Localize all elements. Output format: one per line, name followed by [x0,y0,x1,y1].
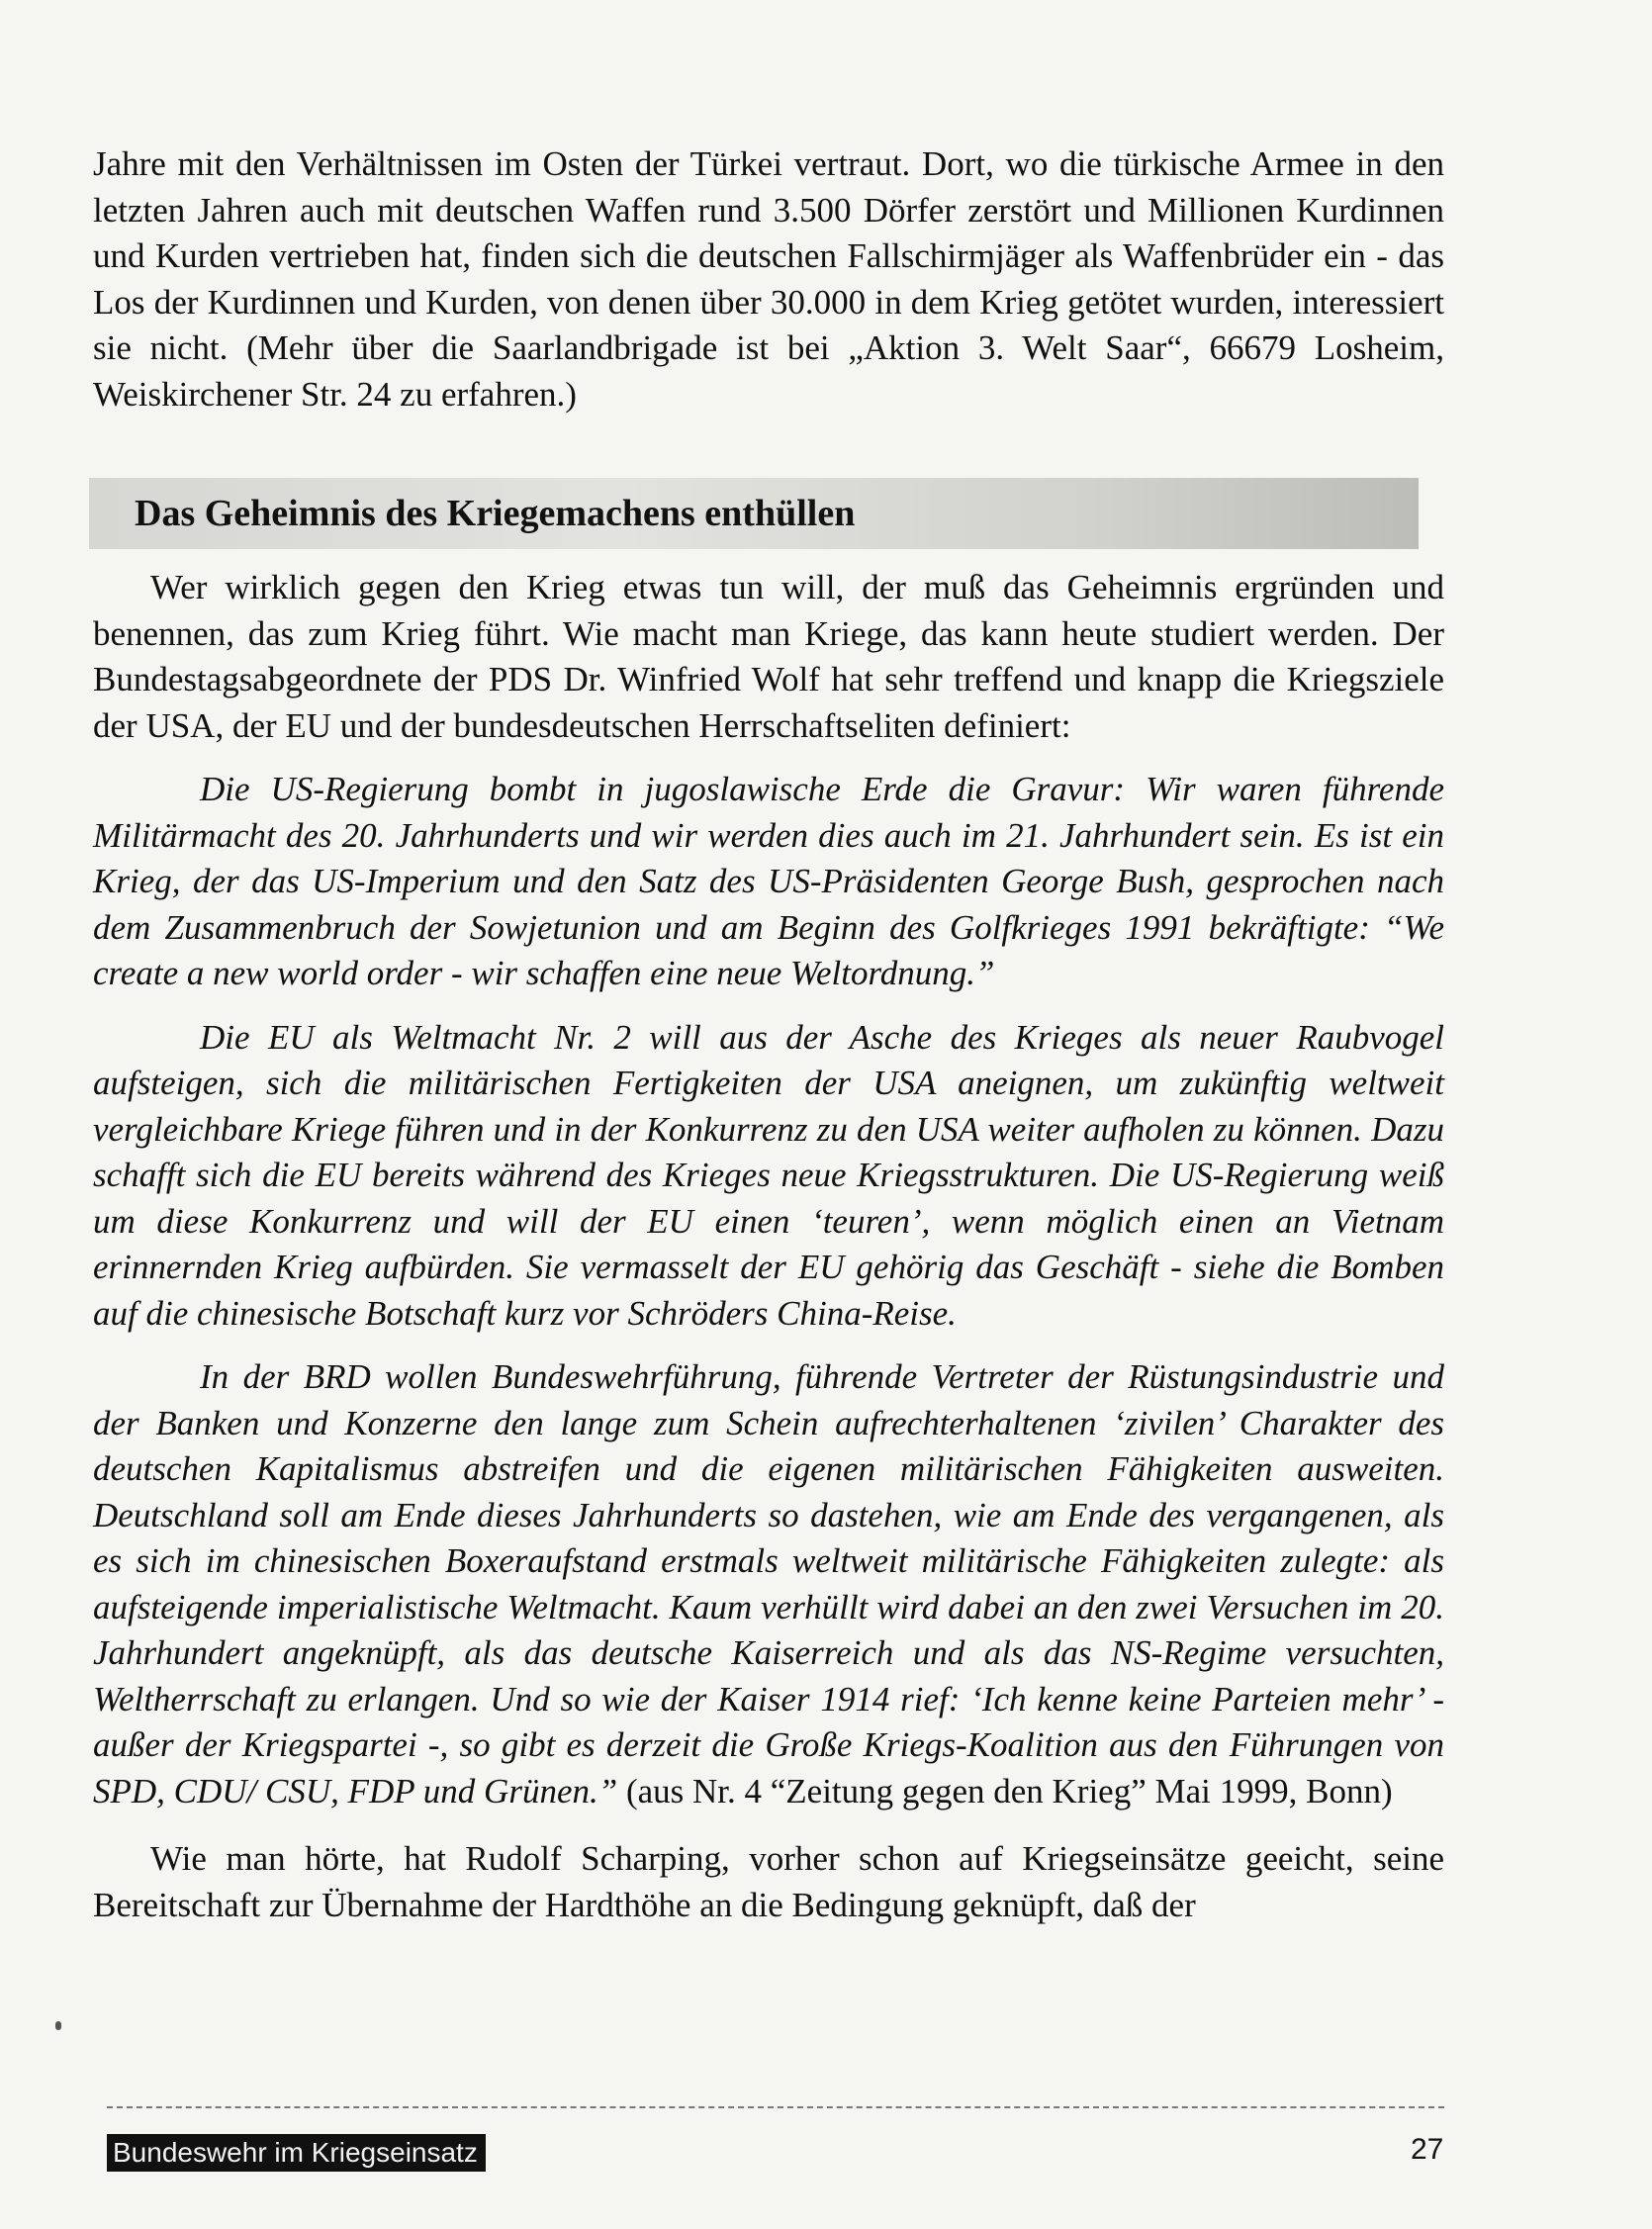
quote-paragraph-3 [93,1354,1444,1814]
quote-paragraph-1: Die US-Regierung bombt in jugoslawische Erde die Gravur: Wir waren führende Militärmacht des 20. Jahrhunderts und wir werden dies auch im 21. Jahrhundert sein. Es ist ein Krieg, der das US-Imperium und den Satz des US-Präsidenten George Bush, gesprochen nach dem Zusammenbruch der Sowjetunion und am Beginn des Golfkrieges 1991 bekräftigte: “We create a new world order - wir schaffen eine neue Weltordnung.” [93,770,1444,992]
intro-paragraph: Jahre mit den Verhältnissen im Osten der Türkei vertraut. Dort, wo die türkische Armee in den letzten Jahren auch mit deutschen Waffen rund 3.500 Dörfer zerstört und Millionen Kurdinnen und Kurden vertrieben hat, finden sich die deutschen Fallschirmjäger als Waffenbrüder ein - das Los der Kurdinnen und Kurden, von denen über 30.000 in dem Krieg getötet wurden, interessiert sie nicht. (Mehr über die Saarlandbrigade ist bei „Aktion 3. Welt Saar“, 66679 Losheim, Weiskirchener Str. 24 zu erfahren.) [93,144,1444,414]
scan-speck [55,2021,61,2030]
section-paragraph-1: Wer wirklich gegen den Krieg etwas tun will, der muß das Geheimnis ergründen und benennen, das zum Krieg führt. Wie macht man Kriege, das kann heute studiert werden. Der Bundestagsabgeordnete der PDS Dr. Winfried Wolf hat sehr treffend und knapp die Kriegsziele der USA, der EU und der bundesdeutschen Herrschaftseliten definiert: [93,568,1444,745]
section-heading: Das Geheimnis des Kriegemachens enthüllen [135,493,856,534]
page-number: 27 [1411,2133,1444,2166]
quote-paragraph-2: Die EU als Weltmacht Nr. 2 will aus der Asche des Krieges als neuer Raubvogel aufsteigen, sich die militärischen Fertigkeiten der USA aneignen, um zukünftig weltweit vergleichbare Kriege führen und in der Konkurrenz zu den USA weiter aufholen zu können. Dazu schafft sich die EU bereits während des Krieges neue Kriegsstrukturen. Die US-Regierung weiß um diese Konkurrenz und will der EU einen ‘teuren’, wenn möglich einen an Vietnam erinnernden Krieg aufbürden. Sie vermasselt der EU gehörig das Geschäft - siehe die Bomben auf die chinesische Botschaft kurz vor Schröders China-Reise. [93,1017,1444,1333]
section-paragraph-2: Wie man hörte, hat Rudolf Scharping, vorher schon auf Kriegseinsätze geeicht, seine Bereitschaft zur Übernahme der Hardthöhe an die Bedingung geknüpft, daß der [93,1839,1444,1924]
footer-running-title: Bundeswehr im Kriegseinsatz [107,2134,486,2172]
footer-divider [107,2106,1444,2108]
section-body [93,565,1444,1928]
quote-paragraph-3-text: In der BRD wollen Bundeswehrführung, führende Vertreter der Rüstungsindustrie und der Banken und Konzerne den lange zum Schein aufrechterhaltenen ‘zivilen’ Charakter des deutschen Kapitalismus abstreifen und die eigenen militärischen Fähigkeiten ausweiten. Deutschland soll am Ende dieses Jahrhunderts so dastehen, wie am Ende des vergangenen, als es sich im chinesischen Boxeraufstand erstmals weltweit militärische Fähigkeiten zulegte: als aufsteigende imperialistische Weltmacht. Kaum verhüllt wird dabei an den zwei Versuchen im 20. Jahrhundert angeknüpft, als das deutsche Kaiserreich und als das NS-Regime versuchten, Weltherrschaft zu erlangen. Und so wie der Kaiser 1914 rief: ‘Ich kenne keine Parteien mehr’ - außer der Kriegspartei -, so gibt es derzeit die Große Kriegs-Koalition aus den Führungen von SPD, CDU/ CSU, FDP und Grünen.” [93,1357,1444,1811]
quote-source: (aus Nr. 4 “Zeitung gegen den Krieg” Mai 1999, Bonn) [617,1771,1393,1811]
intro-text-block [93,141,1444,418]
